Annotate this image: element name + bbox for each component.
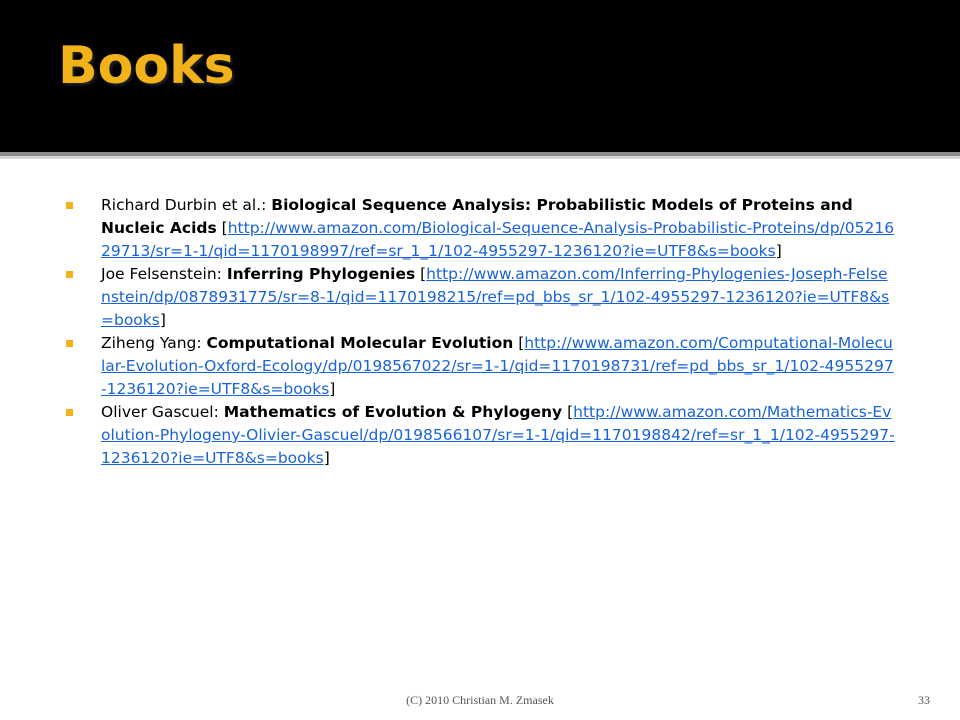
bracket-close: ] <box>323 449 330 467</box>
slide-title: Books <box>58 36 235 96</box>
book-list <box>66 194 896 470</box>
square-bullet-icon <box>66 409 73 416</box>
book-title: Biological Sequence Analysis: Probabilistic Models of Proteins and Nucleic Acids <box>101 196 853 237</box>
bracket-close: ] <box>775 242 782 260</box>
bracket-close: ] <box>329 380 336 398</box>
bracket-open: [ <box>216 219 228 237</box>
book-link[interactable]: http://www.amazon.com/Inferring-Phylogenies-Joseph-Felsenstein/dp/0878931775/sr=8-1/qid=1170198215/ref=pd_bbs_sr_1/102-4955297-1236120?ie=UTF8&s=books <box>101 265 890 329</box>
book-title: Mathematics of Evolution & Phylogeny <box>223 403 563 421</box>
book-item-yang <box>66 332 896 401</box>
footer-copyright: (C) 2010 Christian M. Zmasek <box>406 693 554 707</box>
book-author: Oliver Gascuel: <box>101 403 224 421</box>
title-bar <box>0 0 960 152</box>
bracket-open: [ <box>562 403 574 421</box>
bracket-open: [ <box>415 265 427 283</box>
bracket-close: ] <box>159 311 166 329</box>
square-bullet-icon <box>66 340 73 347</box>
book-item-gascuel <box>66 401 896 470</box>
book-title: Inferring Phylogenies <box>226 265 416 283</box>
book-link[interactable]: http://www.amazon.com/Mathematics-Evolution-Phylogeny-Olivier-Gascuel/dp/0198566107/sr=1-1/qid=1170198842/ref=sr_1_1/102-4955297-1236120?ie=UTF8&s=books <box>101 403 895 467</box>
book-link[interactable]: http://www.amazon.com/Biological-Sequence-Analysis-Probabilistic-Proteins/dp/0521629713/sr=1-1/qid=1170198997/ref=sr_1_1/102-4955297-1236120?ie=UTF8&s=books <box>101 219 895 260</box>
book-author: Richard Durbin et al.: <box>101 196 272 214</box>
book-author: Joe Felsenstein: <box>101 265 227 283</box>
bracket-open: [ <box>513 334 525 352</box>
book-item-felsenstein <box>66 263 896 332</box>
title-divider-highlight <box>0 156 960 159</box>
square-bullet-icon <box>66 271 73 278</box>
book-link[interactable]: http://www.amazon.com/Computational-Molecular-Evolution-Oxford-Ecology/dp/0198567022/sr=1-1/qid=1170198731/ref=pd_bbs_sr_1/102-4955297-1236120?ie=UTF8&s=books <box>101 334 894 398</box>
book-title: Computational Molecular Evolution <box>206 334 514 352</box>
book-item-durbin <box>66 194 896 263</box>
page-number: 33 <box>918 693 930 707</box>
book-author: Ziheng Yang: <box>101 334 207 352</box>
square-bullet-icon <box>66 202 73 209</box>
